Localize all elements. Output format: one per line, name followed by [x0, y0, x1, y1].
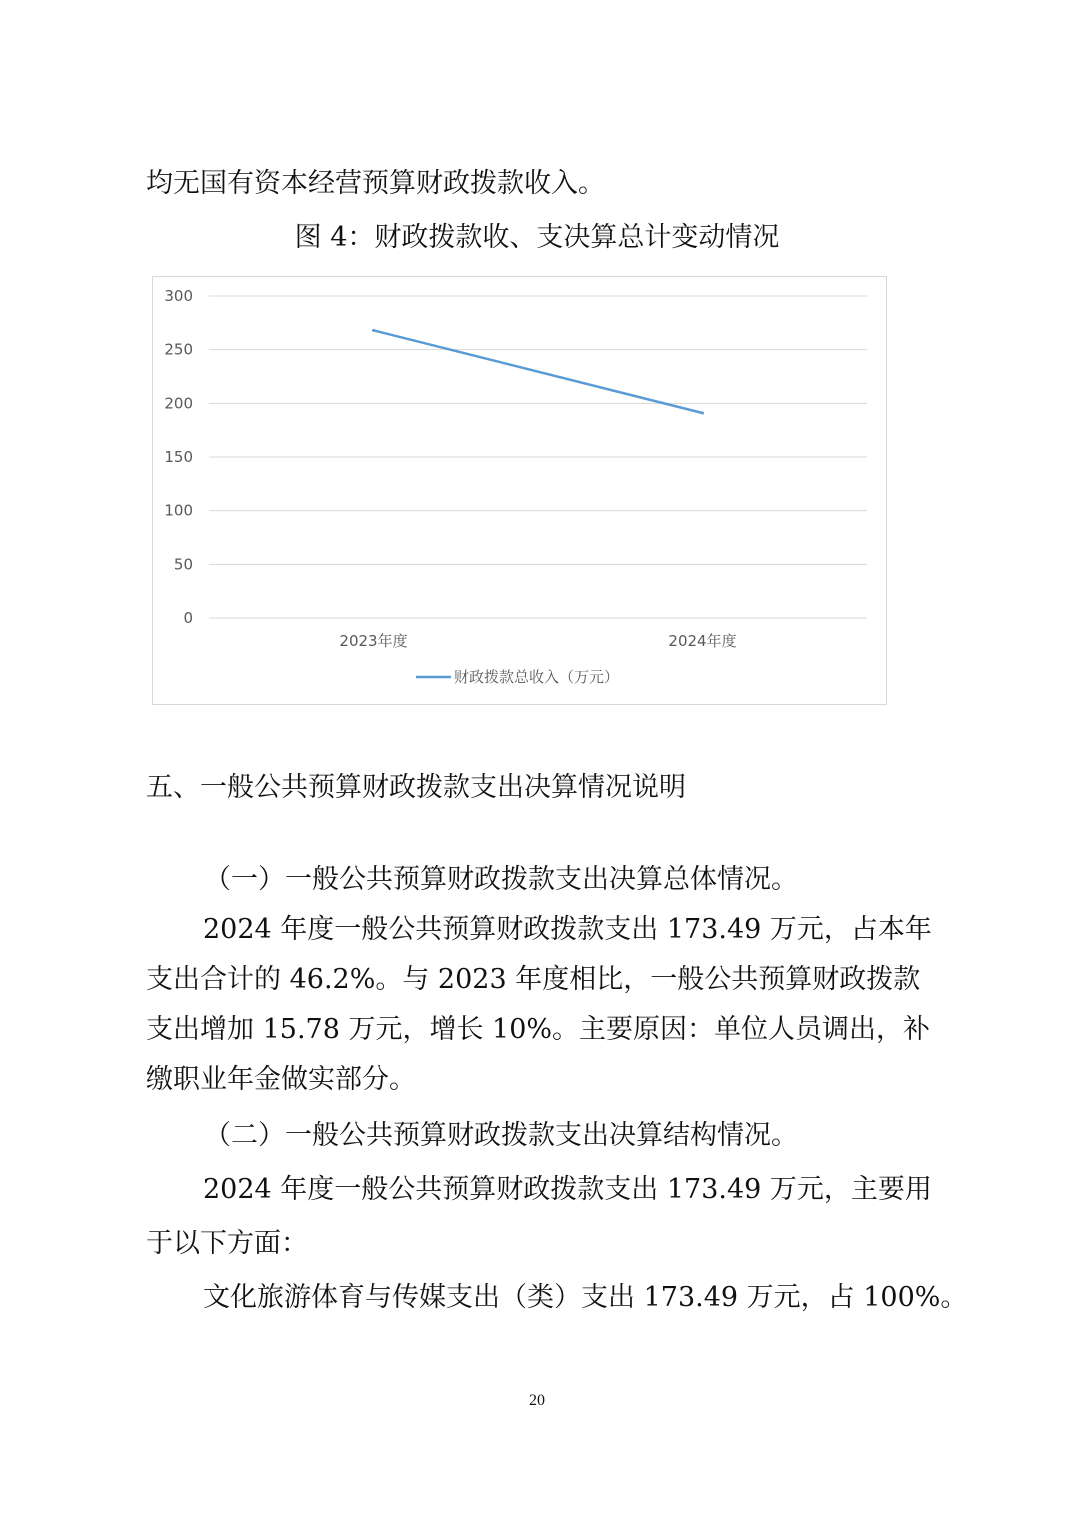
data-point-0-1: [701, 411, 704, 414]
x-tick-label-0: 2023年度: [339, 632, 408, 650]
para2-line-2: 于以下方面：: [146, 1228, 308, 1259]
y-tick-label-100: 100: [164, 501, 193, 520]
section-title: 五、一般公共预算财政拨款支出决算情况说明: [146, 772, 686, 803]
line-chart: [152, 276, 887, 705]
chart-canvas: [153, 277, 888, 706]
para1-line-4: 缴职业年金做实部分。: [146, 1064, 416, 1095]
figure-caption: 图 4：财政拨款收、支决算总计变动情况: [294, 222, 780, 253]
y-tick-label-150: 150: [164, 448, 193, 466]
para1-line-1: 2024 年度一般公共预算财政拨款支出 173.49 万元，占本年: [203, 914, 932, 945]
para1-line-3: 支出增加 15.78 万元，增长 10%。主要原因：单位人员调出，补: [146, 1014, 931, 1045]
y-tick-label-300: 300: [164, 287, 193, 305]
intro-line: 均无国有资本经营预算财政拨款收入。: [146, 168, 605, 199]
subsection-2-title: （二）一般公共预算财政拨款支出决算结构情况。: [204, 1120, 798, 1151]
page-number: 20: [529, 1392, 545, 1409]
subsection-1-title: （一）一般公共预算财政拨款支出决算总体情况。: [204, 864, 798, 895]
y-tick-label-250: 250: [164, 340, 193, 359]
y-tick-label-50: 50: [173, 555, 193, 574]
para1-line-2: 支出合计的 46.2%。与 2023 年度相比，一般公共预算财政拨款: [146, 964, 921, 995]
legend-label-0: 财政拨款总收入（万元）: [454, 668, 620, 686]
data-point-0-0: [372, 329, 375, 332]
y-tick-label-0: 0: [183, 609, 193, 627]
series-line-0: [374, 330, 703, 413]
para3: 文化旅游体育与传媒支出（类）支出 173.49 万元，占 100%。: [203, 1282, 968, 1313]
y-tick-label-200: 200: [164, 394, 193, 413]
x-tick-label-1: 2024年度: [668, 632, 737, 650]
para2-line-1: 2024 年度一般公共预算财政拨款支出 173.49 万元，主要用: [203, 1174, 932, 1205]
